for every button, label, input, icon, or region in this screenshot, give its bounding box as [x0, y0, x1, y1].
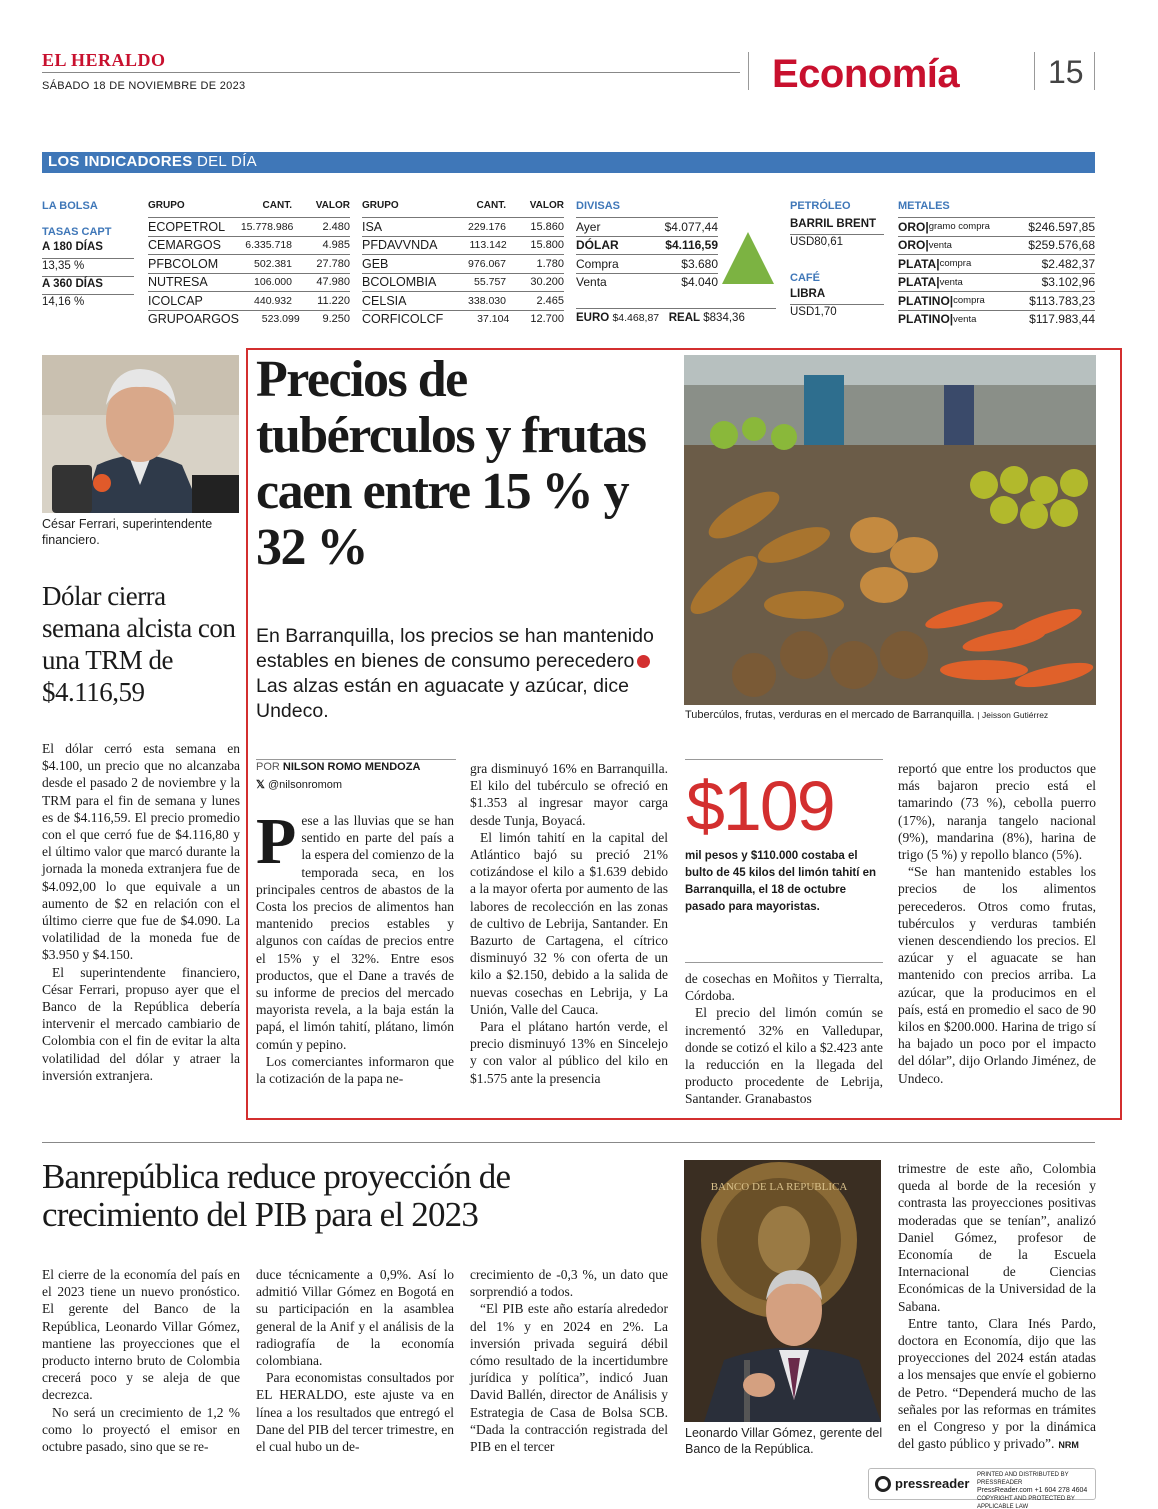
- stock-cell: ISA: [362, 219, 383, 234]
- metal-value: $2.482,37: [1041, 256, 1095, 271]
- stock-row: [148, 274, 350, 292]
- stock-row: [148, 237, 350, 255]
- stock-cell: CEMARGOS: [148, 238, 221, 253]
- table-header: GRUPO: [362, 200, 399, 211]
- stock-row: [362, 274, 564, 292]
- stock-cell: 12.700: [530, 313, 564, 326]
- main-col-1: Pese a las lluvias que se han sentido en parte del país a la espera del comienzo de la temporada seca, en los principales centros de abastos de la Costa los precios de alimentos han mantenido precios estables y algunos con caídas de precios entre el 15% y el 32%. Entre esos productos, que el Dane a través de su informe de precios del mercado mayorista revela, a la baja están la papá, el limón tahití, plátano, limón común y pepino. Los comerciantes informaron que la cotización de la papa ne-: [256, 805, 454, 1087]
- dropcap: P: [256, 805, 297, 878]
- divisa-row: [576, 237, 718, 255]
- metal-row: PLATA | compra $2.482,37: [898, 256, 1095, 271]
- stock-row: [362, 311, 564, 329]
- page-number: 15: [1048, 54, 1084, 90]
- metales-panel: METALES ORO | gramo compra $246.597,85 ORO | venta $259.576,68 PLATA | compra $2.482,37 PLATA | venta $3.102,96 PLATINO | compra $113.783,23 PLATINO | venta $117.983,44: [898, 200, 1095, 327]
- stock-cell: 9.250: [322, 313, 350, 326]
- main-headline: Precios de tubérculos y frutas caen entre 15 % y 32 %: [256, 351, 646, 576]
- stock-cell: 15.800: [530, 239, 564, 252]
- big-number-text: mil pesos y $110.000 costaba el bulto de 45 kilos del limón tahití en Barranquilla, el 18 de octubre pasado para mayoristas.: [685, 850, 877, 913]
- stock-cell: ICOLCAP: [148, 293, 203, 308]
- divider: [1094, 52, 1095, 90]
- stocks-table-2: [362, 200, 564, 328]
- stock-cell: 229.176: [468, 220, 506, 233]
- metal-row: PLATA | venta $3.102,96: [898, 275, 1095, 290]
- pib-col-1: [42, 1266, 240, 1455]
- table-header: VALOR: [529, 200, 564, 211]
- villar-caption: Leonardo Villar Gómez, gerente del Banco de la República.: [685, 1426, 883, 1456]
- signoff: NRM: [1058, 1440, 1079, 1451]
- divisa-label: Venta: [576, 275, 607, 290]
- paragraph: El precio del limón común se incrementó 32% en Valledupar, donde se cotizó el kilo a $2.423 ante la reducción en la llegada del producto procedente de Lebrija, Santander. Granabastos: [685, 1005, 883, 1107]
- divider: [748, 52, 749, 90]
- paragraph: El superintendente financiero, César Ferrari, propuso ayer que el Banco de la República debería intervenir el mercado cambiario de Colombia con el fin de evitar la alta volatilidad del dólar y atraer la inversión extranjera.: [42, 964, 240, 1083]
- main-col-2: [470, 760, 668, 1087]
- masthead-rule: [42, 72, 740, 73]
- metal-value: $246.597,85: [1028, 219, 1095, 234]
- indicators-bar: LOS INDICADORES DEL DÍA: [42, 152, 1095, 173]
- stock-row: [148, 311, 350, 329]
- metal-name: PLATA: [898, 275, 937, 290]
- pressreader-badge: pressreader PRINTED AND DISTRIBUTED BY PRESSREADER PressReader.com +1 604 278 4604 COPYRIGHT AND PROTECTED BY APPLICABLE LAW: [868, 1468, 1096, 1500]
- dollar-body: [42, 740, 240, 1084]
- divisas-panel: DIVISAS Ayer $4.077,44 DÓLAR $4.116,59 Compra $3.680 Venta $4.040 EURO $4.468,87 REAL $834,36: [576, 200, 776, 324]
- twitter-handle: 𝕏 @nilsonromom: [256, 779, 343, 791]
- stock-cell: 30.200: [530, 276, 564, 289]
- metal-row: ORO | venta $259.576,68: [898, 238, 1095, 253]
- stock-cell: CORFICOLCF: [362, 312, 444, 327]
- bullet-dot-icon: [637, 655, 650, 668]
- stock-cell: BCOLOMBIA: [362, 275, 437, 290]
- ferrari-photo: [42, 355, 239, 513]
- pib-headline: Banrepública reduce proyección de crecimiento del PIB para el 2023: [42, 1157, 511, 1234]
- pressreader-icon: [875, 1476, 891, 1492]
- stock-cell: 15.860: [530, 220, 564, 233]
- stock-cell: ECOPETROL: [148, 219, 226, 234]
- table-header: GRUPO: [148, 200, 185, 211]
- petroleo-panel: PETRÓLEO BARRIL BRENT USD80,61 CAFÉ LIBRA USD1,70: [790, 200, 884, 322]
- stock-cell: 11.220: [317, 294, 350, 307]
- pib-col-4: [898, 1160, 1096, 1454]
- metal-value: $259.576,68: [1028, 238, 1095, 253]
- paragraph: “Se han mantenido estables los precios de los alimentos perecederos. Otros como frutas, tubérculos y verduras también vienen descendiendo los precios. El azúcar y el aguacate se han mantenido con precios arriba. La azúcar, que la producimos en el país, está en promedio el saco de 90 kilos en $200.000. Harina de trigo sí ha bajado un poco por el impacto del dólar”, dijo Orlando Jiménez, de Undeco.: [898, 864, 1096, 1086]
- stock-cell: 2.480: [322, 220, 350, 233]
- divisa-label: DÓLAR: [576, 238, 619, 253]
- edition-date: SÁBADO 18 DE NOVIEMBRE DE 2023: [42, 80, 246, 92]
- stock-cell: 523.099: [261, 313, 300, 326]
- villar-photo: [684, 1160, 881, 1422]
- stock-row: [148, 218, 350, 236]
- metal-name: PLATINO: [898, 312, 950, 327]
- metal-value: $113.783,23: [1029, 293, 1095, 308]
- stock-cell: 37.104: [477, 313, 510, 326]
- metal-value: $3.102,96: [1041, 275, 1095, 290]
- stock-cell: 15.778.986: [240, 220, 294, 233]
- stock-row: [362, 255, 564, 273]
- divisa-row: [576, 255, 718, 273]
- stock-cell: GRUPOARGOS: [148, 312, 239, 327]
- byline: POR NILSON ROMO MENDOZA: [256, 761, 421, 773]
- metal-type: compra: [953, 295, 985, 307]
- metal-type: venta: [939, 276, 963, 288]
- stock-cell: 27.780: [316, 257, 350, 270]
- stock-row: [362, 237, 564, 255]
- stock-cell: GEB: [362, 256, 389, 271]
- stock-cell: 502.381: [254, 257, 292, 270]
- stocks-table-1: [148, 200, 350, 328]
- paragraph: No será un crecimiento de 1,2 % como lo proyectó el emisor en octubre pasado, sino que se re-: [42, 1404, 240, 1455]
- metal-name: ORO: [898, 219, 926, 234]
- divisa-value: $4.040: [681, 275, 718, 290]
- stock-cell: 976.067: [468, 257, 506, 270]
- paragraph: duce técnicamente a 0,9%. Así lo admitió Villar Gómez en Bogotá en su participación en la asamblea general de la Anif y el análisis de la radiografía de la economía colombiana.: [256, 1267, 454, 1369]
- stock-cell: 4.985: [322, 239, 350, 252]
- metal-type: compra: [939, 258, 972, 270]
- divisa-label: Compra: [576, 256, 619, 271]
- stock-row: [148, 255, 350, 273]
- stock-cell: 1.780: [536, 257, 564, 270]
- up-arrow-icon: [722, 232, 774, 284]
- paragraph: El dólar cerró esta semana en $4.100, un precio que no alcanzaba desde el pasado 2 de noviembre y la TRM para el fin de semana y lunes es de $4.116,59. El precio promedio con el que cerró fue de $4.116,80 y el último valor que marcó durante la jornada la moneda extranjera fue de $4.092,00 lo que equivale a un aumento de $2 en relación con el último cierre que fue de $4.090. La volatilidad de la moneda fue de $3.950 y $4.150.: [42, 741, 240, 963]
- paragraph: reportó que entre los productos que más bajaron precio está el tamarindo (73 %), cebolla puerro (17%), naranja tangelo nacional (9%), mandarina (8%), harina de trigo (5 %) y repollo blanco (5%).: [898, 761, 1096, 863]
- metal-row: PLATINO | compra $113.783,23: [898, 293, 1095, 308]
- stock-cell: PFDAVVNDA: [362, 238, 438, 253]
- big-number: $109: [686, 767, 834, 845]
- paragraph: Entre tanto, Clara Inés Pardo, doctora en Economía, dijo que las proyecciones del 2024 están atadas a los mensajes que envíe el gobierno de Petro. “Dependerá mucho de las señales por las reformas en trámites en el Congreso y por la dinámica del gasto público y privado”. NRM: [898, 1315, 1096, 1452]
- main-deck: En Barranquilla, los precios se han mantenido estables en bienes de consumo perecederoLas alzas están en aguacate y azúcar, dice Undeco.: [256, 625, 654, 722]
- paragraph: El cierre de la economía del país en el 2023 tiene un nuevo pronóstico. El gerente del Banco de la República, Leonardo Villar Gómez, mantiene las proyecciones que el producto interno bruto de Colombia crecerá poco y se aleja de que decrezca.: [42, 1267, 240, 1403]
- newspaper-logo: EL HERALDO: [42, 50, 166, 70]
- divisa-value: $4.116,59: [665, 238, 718, 253]
- dollar-headline: Dólar cierra semana alcista con una TRM de $4.116,59: [42, 581, 236, 707]
- table-header: CANT.: [476, 200, 506, 211]
- ferrari-caption: César Ferrari, superintendente financiero.: [42, 517, 213, 547]
- paragraph: de cosechas en Moñitos y Tierralta, Córdoba.: [685, 971, 883, 1004]
- market-photo: [684, 355, 1096, 705]
- metal-row: ORO | gramo compra $246.597,85: [898, 219, 1095, 234]
- table-header: VALOR: [315, 200, 350, 211]
- stock-cell: 47.980: [316, 276, 350, 289]
- divisa-value: $3.680: [681, 256, 718, 271]
- stock-cell: 106.000: [254, 276, 292, 289]
- stock-cell: 55.757: [474, 276, 507, 289]
- section-title: Economía: [772, 52, 960, 96]
- paragraph: gra disminuyó 16% en Barranquilla. El kilo del tubérculo se ofreció en $1.353 al ingresar mayor carga desde Tunja, Boyacá.: [470, 761, 668, 828]
- divisa-label: Ayer: [576, 219, 601, 234]
- pib-col-3: [470, 1266, 668, 1455]
- seal-text: BANCO DE LA REPUBLICA: [710, 1181, 848, 1193]
- stock-row: [362, 218, 564, 236]
- stock-cell: 113.142: [469, 239, 507, 252]
- stock-cell: 440.932: [254, 294, 292, 307]
- paragraph: crecimiento de -0,3 %, un dato que sorprendió a todos.: [470, 1267, 668, 1300]
- paragraph: Para el plátano hartón verde, el precio disminuyó 13% en Sincelejo y con valor al público del kilo en $1.575 ante la presencia: [470, 1019, 668, 1086]
- metal-type: venta: [953, 313, 977, 325]
- stock-cell: PFBCOLOM: [148, 256, 219, 271]
- main-col-3: [685, 970, 883, 1108]
- metal-type: venta: [928, 239, 952, 251]
- paragraph: trimestre de este año, Colombia queda al borde de la recesión y contrasta las proyecciones positivas moderadas que se tenían”, analizó Daniel Gómez, profesor de Economía de la Escuela Internacional de Ciencias Económicas de la Universidad de la Sabana.: [898, 1161, 1096, 1314]
- metal-row: PLATINO | venta $117.983,44: [898, 312, 1095, 327]
- stock-row: [362, 292, 564, 310]
- pib-col-2: [256, 1266, 454, 1455]
- divisa-value: $4.077,44: [664, 219, 718, 234]
- table-header: CANT.: [262, 200, 292, 211]
- stock-row: [148, 292, 350, 310]
- metal-name: PLATA: [898, 256, 937, 271]
- market-caption: Tubercúlos, frutas, verduras en el mercado de Barranquilla. | Jeisson Gutiérrez: [685, 709, 1049, 721]
- paragraph: El limón tahití en la capital del Atlántico bajó su preció 21% cotizándose el kilo a $1.639 debido a la mayor oferta por aumento de las labores de recolección en las zonas de cultivo de Lebrija, Santander. En Bazurto de Cartagena, el cítrico disminuyó 32 % con oferta de un kilo a $2.150, debido a la salida de nuevas cosechas en Lebrija, y La Unión, Valle del Cauca.: [470, 829, 668, 1017]
- metal-type: gramo compra: [928, 221, 990, 233]
- stock-cell: 338.030: [468, 294, 506, 307]
- stock-cell: NUTRESA: [148, 275, 208, 290]
- stock-cell: CELSIA: [362, 293, 407, 308]
- metal-value: $117.983,44: [1029, 312, 1095, 327]
- metal-name: PLATINO: [898, 293, 950, 308]
- bolsa-panel: LA BOLSA TASAS CAPT A 180 DÍAS 13,35 % A 360 DÍAS 14,16 %: [42, 200, 134, 312]
- divisa-row: [576, 274, 718, 292]
- metal-name: ORO: [898, 238, 926, 253]
- x-logo-icon: 𝕏: [256, 779, 265, 791]
- divider: [1034, 52, 1035, 90]
- paragraph: “El PIB este año estaría alrededor del 1% y en 2024 en 2%. La inversión privada seguirá débil cómo resultado de la incertidumbre jurídica y política”, indicó Juan David Ballén, director de Análisis y Estrategia de Casa de Bolsa SCB. “Dada la contracción registrada del PIB en el tercer: [470, 1301, 668, 1455]
- stock-cell: 6.335.718: [245, 239, 292, 252]
- divisa-row: [576, 218, 718, 236]
- stock-cell: 2.465: [536, 294, 564, 307]
- main-col-4: [898, 760, 1096, 1087]
- paragraph: Para economistas consultados por EL HERALDO, este ajuste va en línea a los resultados que entregó el Dane del PIB del tercer trimestre, en el cual hubo un de-: [256, 1370, 454, 1455]
